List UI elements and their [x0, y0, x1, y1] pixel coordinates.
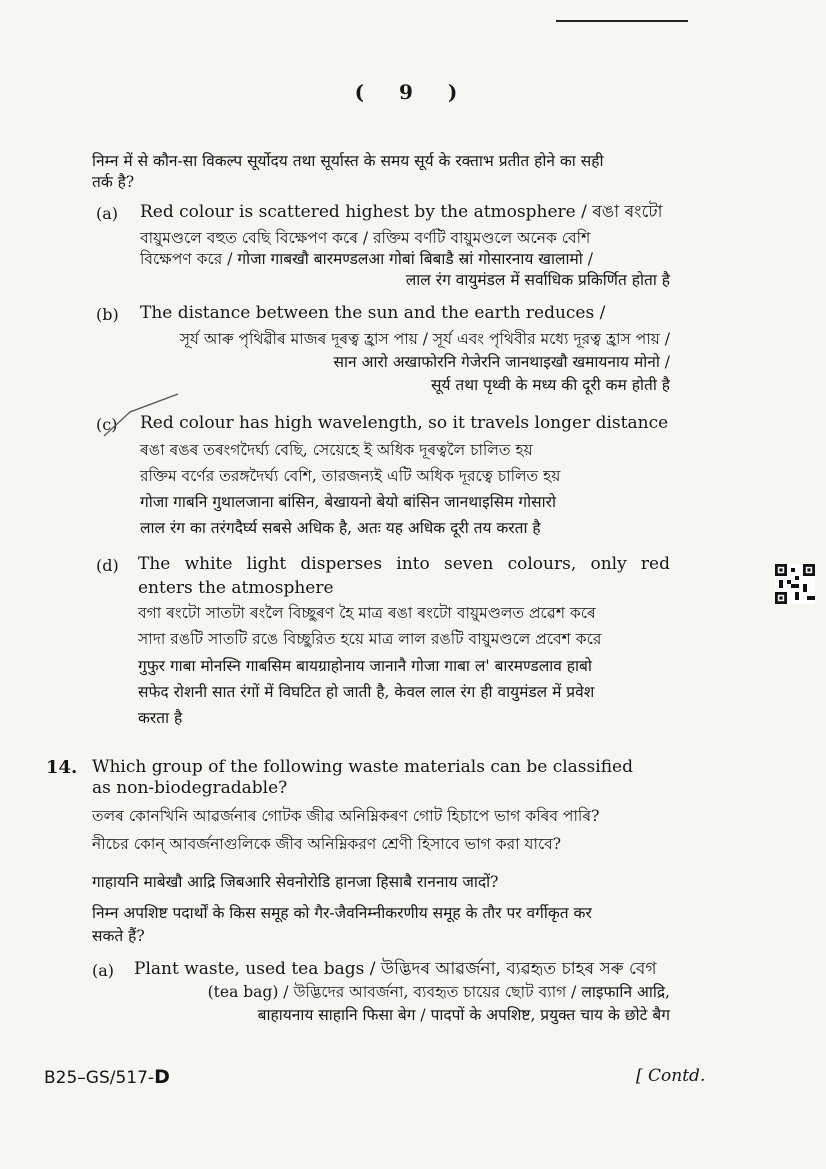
option-c-line: लाल रंग का तरंगदैर्घ्य सबसे अधिक है, अतः यह अधिक दूरी तय करता है [140, 519, 541, 537]
option-d-line: गुफुर गाबा मोनस्नि गाबसिम बायग्राहोनाय जानानै गोजा गाबा ल' बारमण्डलाव हाबो [138, 657, 592, 675]
question-14-bodo: गाहायनि माबेखौ आद्रि जिबआरि सेवनोरोडि हानजा हिसाबै राननाय जादों? [92, 873, 499, 891]
question-stem-hindi-line: निम्न में से कौन-सा विकल्प सूर्योदय तथा सूर्यास्त के समय सूर्य के रक्ताभ प्रतीत होने का सही [92, 152, 604, 170]
q14-option-a-line: (tea bag) / উদ্ভিদের আবর্জনা, ব্যবহৃত চায়ের ছোট ব্যাগ / लाइफानि आद्रि, [207, 983, 670, 1001]
option-label-a: (a) [92, 961, 115, 980]
question-number: 14. [46, 757, 78, 778]
page-number: ( 9 ) [354, 80, 472, 104]
option-b-line: सूर्य तथा पृथ्वी के मध्य की दूरी कम होती है [431, 376, 670, 394]
option-d-english: The white light disperses into seven colours, only red [138, 554, 670, 574]
continued-marker: [ Contd. [636, 1066, 706, 1086]
option-c-line: ৰঙা ৰঙৰ তৰংগদৈৰ্ঘ্য বেছি, সেয়েহে ই অধিক দূৰত্বলৈ চালিত হয় [140, 441, 533, 459]
option-d-english: enters the atmosphere [138, 578, 334, 598]
question-stem-hindi-line: तर्क है? [92, 173, 135, 191]
option-b-line: सान आरो अखाफोरनि गेजेरनि जानथाइखौ खमायनाय मोनो / [333, 353, 670, 371]
option-d-line: সাদা রঙটি সাতটি রঙে বিচ্ছুরিত হয়ে মাত্র লাল রঙটি বায়ুমণ্ডলে প্রবেশ করে [138, 630, 602, 648]
q14-option-a-line: Plant waste, used tea bags / উদ্ভিদৰ আৱৰ্জনা, ব্যৱহৃত চাহৰ সৰু বেগ [134, 959, 657, 979]
option-label-b: (b) [96, 305, 119, 324]
option-a-english: Red colour is scattered highest by the atmosphere / ৰঙা ৰংটো [140, 202, 663, 222]
option-a-line: বিক্ষেপণ করে / गोजा गाबखौ बारमण्डलआ गोबां बिबाडै स्रां गोसारनाय खालामो / [140, 250, 593, 268]
option-d-line: सफेद रोशनी सात रंगों में विघटित हो जाती है, केवल लाल रंग ही वायुमंडल में प्रवेश [138, 683, 595, 701]
option-b-english: The distance between the sun and the earth reduces / [140, 303, 606, 323]
option-d-line: বগা ৰংটো সাতটা ৰংলৈ বিচ্ছুৰণ হৈ মাত্ৰ ৰঙা ৰংটো বায়ুমণ্ডলত প্ৰৱেশ কৰে [138, 604, 596, 622]
option-label-a: (a) [96, 204, 119, 223]
question-14-english: as non-biodegradable? [92, 778, 288, 798]
option-label-d: (d) [96, 556, 119, 575]
paper-code-suffix: D [154, 1066, 170, 1088]
question-14-hindi: सकते हैं? [92, 927, 145, 945]
option-a-line: लाल रंग वायुमंडल में सर्वाधिक प्रकिर्णित होता है [405, 271, 670, 289]
paper-code [44, 1066, 170, 1088]
option-c-english: Red colour has high wavelength, so it travels longer distance [140, 413, 669, 433]
top-rule [556, 20, 688, 22]
question-14-hindi: निम्न अपशिष्ट पदार्थों के किस समूह को गैर-जैवनिम्नीकरणीय समूह के तौर पर वर्गीकृत कर [92, 904, 592, 922]
option-c-line: রক্তিম বর্ণের তরঙ্গদৈর্ঘ্য বেশি, তারজন্যই এটি অধিক দূরত্বে চালিত হয় [140, 467, 561, 485]
option-c-line: गोजा गाबनि गुथालजाना बांसिन, बेखायनो बेयो बांसिन जानथाइसिम गोसारो [140, 493, 557, 511]
option-b-line: সূৰ্য আৰু পৃথিৱীৰ মাজৰ দূৰত্ব হ্ৰাস পায় / সূর্য এবং পৃথিবীর মধ্যে দূরত্ব হ্রাস পায় / [179, 330, 670, 348]
option-d-line: करता है [138, 709, 183, 727]
question-14-english: Which group of the following waste materials can be classified [92, 757, 633, 777]
q14-option-a-line: बाहायनाय साहानि फिसा बेग / पादपों के अपशिष्ट, प्रयुक्त चाय के छोटे बैग [257, 1006, 670, 1024]
question-14-assamese: তলৰ কোনখিনি আৱৰ্জনাৰ গোটক জীৱ অনিম্নিকৰণ গোট হিচাপে ভাগ কৰিব পাৰি? [92, 807, 600, 825]
question-14-bengali: নীচের কোন্ আবর্জনাগুলিকে জীব অনিম্নিকরণ শ্রেণী হিসাবে ভাগ করা যাবে? [92, 835, 562, 853]
pen-mark-icon [100, 392, 180, 442]
option-label-c: (c) [96, 415, 118, 434]
option-a-line: বায়ুমণ্ডলে বহুত বেছি বিক্ষেপণ কৰে / রক্তিম বর্ণটি বায়ুমণ্ডলে অনেক বেশি [140, 229, 591, 247]
qr-code-icon [775, 564, 815, 604]
paper-code-prefix: B25–GS/517- [44, 1068, 155, 1088]
